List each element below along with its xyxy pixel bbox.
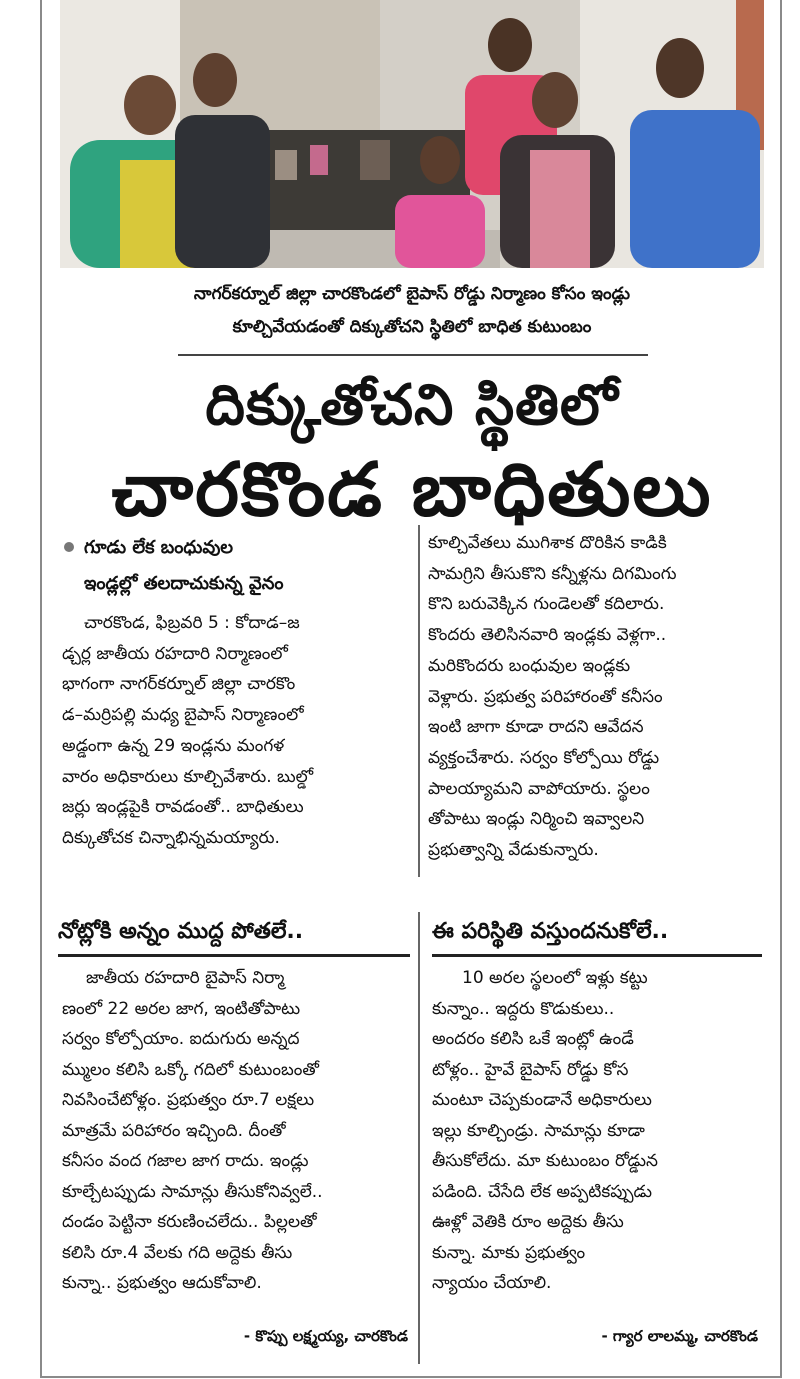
news-photo [60, 0, 764, 268]
summary-line-2: ఇండ్లల్లో తలదాచుకున్న వైనం [84, 573, 284, 594]
quote-line: న్యాయం చేయాలి. [432, 1273, 552, 1293]
article-line: జర్లు ఇండ్లపైకి రావడంతో.. బాధితులు [62, 797, 304, 818]
box-left-title: నోట్లోకి అన్నం ముద్ద పోతలే.. [58, 919, 304, 944]
article-line: మరికొందరు బంధువుల ఇండ్లకు [428, 655, 631, 676]
article-line: చారకొండ, ఫిబ్రవరి 5 : కోదాడ–జ [84, 613, 300, 633]
quote-line: కున్నాం.. ఇద్దరు కొడుకులు.. [432, 998, 615, 1019]
box-left-body [62, 963, 412, 1299]
quote-line: 10 అరల స్థలంలో ఇళ్లు కట్టు [462, 968, 648, 988]
quote-line: మాత్రమే పరిహారం ఇచ్చింది. దీంతో [62, 1120, 286, 1141]
summary-bullet [62, 530, 412, 566]
box-right-title: ఈ పరిస్థితి వస్తుందనుకోలే.. [432, 919, 669, 944]
quote-line: కున్నా.. ప్రభుత్వం ఆదుకోవాలి. [62, 1273, 262, 1293]
article-line: పాలయ్యామని వాపోయారు. స్థలం [428, 778, 650, 799]
quote-line: ణంలో 22 అరల జాగ, ఇంటితోపాటు [62, 998, 301, 1019]
quote-line: ఊళ్లో వెతికి రూం అద్దెకు తీసు [432, 1212, 624, 1232]
article-line: డ–మర్రిపల్లి మధ్య బైపాస్ నిర్మాణంలో [62, 705, 304, 726]
summary-line-1: గూడు లేక బంధువుల [84, 537, 234, 558]
article-line: వెళ్లారు. ప్రభుత్వ పరిహారంతో కనీసం [428, 686, 663, 707]
quote-line: జాతీయ రహదారి బైపాస్ నిర్మా [86, 968, 285, 988]
box-right-title-rule [432, 954, 762, 957]
quote-line: మంటూ చెప్పకుండానే అధికారులు [432, 1090, 652, 1110]
article-line: కొని బరువెక్కిన గుండెలతో కదిలారు. [428, 594, 665, 615]
caption-line-2: కూల్చివేయడంతో దిక్కుతోచని స్థితిలో బాధిత కుటుంబం [232, 317, 592, 337]
caption-divider [178, 354, 648, 356]
article-line: తోపాటు ఇండ్లు నిర్మించి ఇవ్వాలని [428, 809, 645, 830]
quote-line: పడింది. చేసేది లేక అప్పటికప్పుడు [432, 1181, 653, 1202]
headline-line-2: చారకొండ బాధితులు [111, 447, 713, 533]
quote-line: కనీసం వంద గజాల జాగ రాదు. ఇండ్లు [62, 1151, 309, 1171]
quote-line: కలిసి రూ.4 వేలకు గది అద్దెకు తీసు [62, 1242, 293, 1263]
quote-line: దండం పెట్టినా కరుణించలేదు.. పిల్లలతో [62, 1212, 317, 1232]
column-divider-bottom [418, 912, 420, 1364]
box-left-title-rule [58, 954, 410, 957]
headline-line-1: దిక్కుతోచని స్థితిలో [205, 373, 619, 438]
right-column [428, 528, 768, 866]
column-divider-top [418, 525, 420, 877]
article-line: సామగ్రిని తీసుకొని కన్నీళ్లను దిగమింగు [428, 563, 677, 584]
bullet-icon [64, 542, 74, 552]
box-right-signature: - గ్యార లాలమ్మ, చారకొండ [601, 1327, 758, 1345]
article-line: భాగంగా నాగర్‌కర్నూల్ జిల్లా చారకొం [62, 674, 296, 695]
quote-line: కూల్చేటప్పుడు సామాన్లు తీసుకోనివ్వలే.. [62, 1181, 323, 1202]
caption-line-1: నాగర్‌కర్నూల్ జిల్లా చారకొండలో బైపాస్ రోడ్డు నిర్మాణం కోసం ఇండ్లు [193, 284, 631, 304]
box-left-signature: - కొప్పు లక్ష్మయ్య, చారకొండ [243, 1327, 408, 1345]
box-right-body [432, 963, 762, 1299]
quote-line: అందరం కలిసి ఒకే ఇంట్లో ఉండే [432, 1029, 634, 1049]
article-line: దిక్కుతోచక చిన్నాభిన్నమయ్యారు. [62, 827, 280, 848]
quote-line: మ్ములం కలిసి ఒక్కో గదిలో కుటుంబంతో [62, 1059, 319, 1080]
article-line: కొందరు తెలిసినవారి ఇండ్లకు వెళ్లగా.. [428, 625, 667, 646]
article-line: వారం అధికారులు కూల్చివేశారు. బుల్డో [62, 766, 314, 787]
quote-line: కున్నా. మాకు ప్రభుత్వం [432, 1242, 586, 1263]
quote-line: సర్వం కోల్పోయాం. ఐదుగురు అన్నద [62, 1029, 300, 1049]
photo-caption [60, 278, 764, 344]
quote-line: తీసుకోలేదు. మా కుటుంబం రోడ్డున [432, 1151, 658, 1171]
quote-line: ఇల్లు కూల్చిండ్రు. సామాన్లు కూడా [432, 1120, 645, 1141]
article-line: అడ్డంగా ఉన్న 29 ఇండ్లను మంగళ [62, 735, 285, 756]
article-line: ప్రభుత్వాన్ని వేడుకున్నారు. [428, 840, 599, 861]
article-line: వ్యక్తంచేశారు. సర్వం కోల్పోయి రోడ్డు [428, 747, 660, 768]
quote-line: టోళ్లం.. హైవే బైపాస్ రోడ్డు కోస [432, 1059, 629, 1080]
quote-line: నివసించేటోళ్లం. ప్రభుత్వం రూ.7 లక్షలు [62, 1090, 315, 1110]
article-line: డ్చర్ల జాతీయ రహదారి నిర్మాణంలో [62, 643, 288, 664]
left-column [62, 530, 412, 854]
article-line: కూల్చివేతలు ముగిశాక దొరికిన కాడికి [428, 533, 667, 553]
article-line: ఇంటి జాగా కూడా రాదని ఆవేదన [428, 717, 644, 738]
